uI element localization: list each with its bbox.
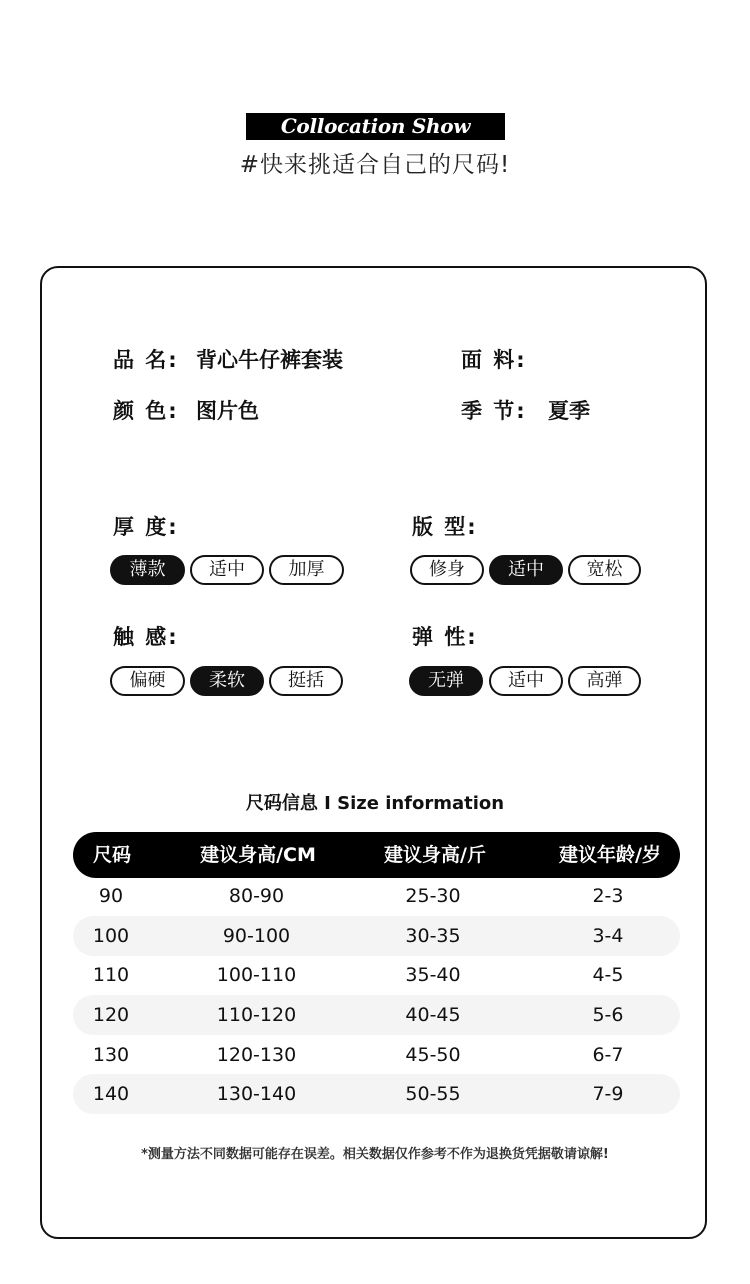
cell-height: 80-90	[228, 885, 285, 907]
elasticity-option-high: 高弹	[568, 666, 641, 696]
elasticity-option-medium: 适中	[489, 666, 563, 696]
size-table-title: 尺码信息 I Size information	[245, 793, 505, 814]
cell-size: 130	[92, 1044, 130, 1066]
thickness-option-thick: 加厚	[269, 555, 344, 585]
feel-option-stiff: 偏硬	[110, 666, 185, 696]
cell-weight: 45-50	[405, 1044, 461, 1066]
table-row	[73, 995, 680, 1035]
cell-size: 140	[92, 1083, 130, 1105]
season-value: 夏季	[548, 399, 590, 423]
cell-weight: 35-40	[405, 964, 461, 986]
page-subtitle: #快来挑适合自己的尺码!	[239, 152, 511, 178]
fit-option-slim: 修身	[410, 555, 484, 585]
table-row	[73, 876, 680, 916]
name-label: 品 名:	[113, 348, 179, 372]
color-label: 颜 色:	[113, 399, 179, 423]
table-row	[73, 916, 680, 956]
table-row	[73, 955, 680, 995]
table-row	[73, 1074, 680, 1114]
cell-height: 120-130	[216, 1044, 297, 1066]
cell-height: 130-140	[216, 1083, 297, 1105]
feel-title: 触 感:	[113, 625, 179, 649]
header-height-cm: 建议身高/CM	[200, 844, 316, 866]
fabric-label: 面 料:	[461, 348, 527, 372]
elasticity-option-none: 无弹	[409, 666, 483, 696]
elasticity-title: 弹 性:	[412, 625, 478, 649]
cell-age: 6-7	[592, 1044, 624, 1066]
feel-option-crisp: 挺括	[269, 666, 343, 696]
measurement-disclaimer: *测量方法不同数据可能存在误差。相关数据仅作参考不作为退换货凭据敬请谅解!	[141, 1147, 609, 1162]
cell-weight: 30-35	[405, 925, 461, 947]
cell-weight: 40-45	[405, 1004, 461, 1026]
cell-age: 5-6	[592, 1004, 624, 1026]
season-label: 季 节:	[461, 399, 527, 423]
cell-age: 7-9	[592, 1083, 624, 1105]
thickness-option-thin: 薄款	[110, 555, 185, 585]
size-table-header	[73, 832, 680, 878]
header-age: 建议年龄/岁	[559, 844, 661, 866]
thickness-title: 厚 度:	[113, 515, 179, 539]
collocation-show-banner: Collocation Show	[246, 113, 505, 140]
cell-size: 100	[92, 925, 130, 947]
header-size: 尺码	[92, 844, 131, 866]
fit-title: 版 型:	[412, 515, 478, 539]
cell-age: 4-5	[592, 964, 624, 986]
cell-size: 120	[92, 1004, 130, 1026]
feel-option-soft: 柔软	[190, 666, 264, 696]
header-weight-jin: 建议身高/斤	[384, 844, 486, 866]
cell-height: 100-110	[216, 964, 297, 986]
cell-height: 90-100	[222, 925, 291, 947]
table-row	[73, 1035, 680, 1075]
fit-option-loose: 宽松	[568, 555, 641, 585]
fit-option-regular: 适中	[489, 555, 563, 585]
cell-age: 2-3	[592, 885, 624, 907]
name-value: 背心牛仔裤套装	[196, 348, 343, 372]
cell-weight: 25-30	[405, 885, 461, 907]
cell-height: 110-120	[216, 1004, 297, 1026]
cell-size: 110	[92, 964, 130, 986]
cell-weight: 50-55	[405, 1083, 461, 1105]
color-value: 图片色	[196, 399, 259, 423]
thickness-option-medium: 适中	[190, 555, 264, 585]
cell-age: 3-4	[592, 925, 624, 947]
cell-size: 90	[98, 885, 124, 907]
